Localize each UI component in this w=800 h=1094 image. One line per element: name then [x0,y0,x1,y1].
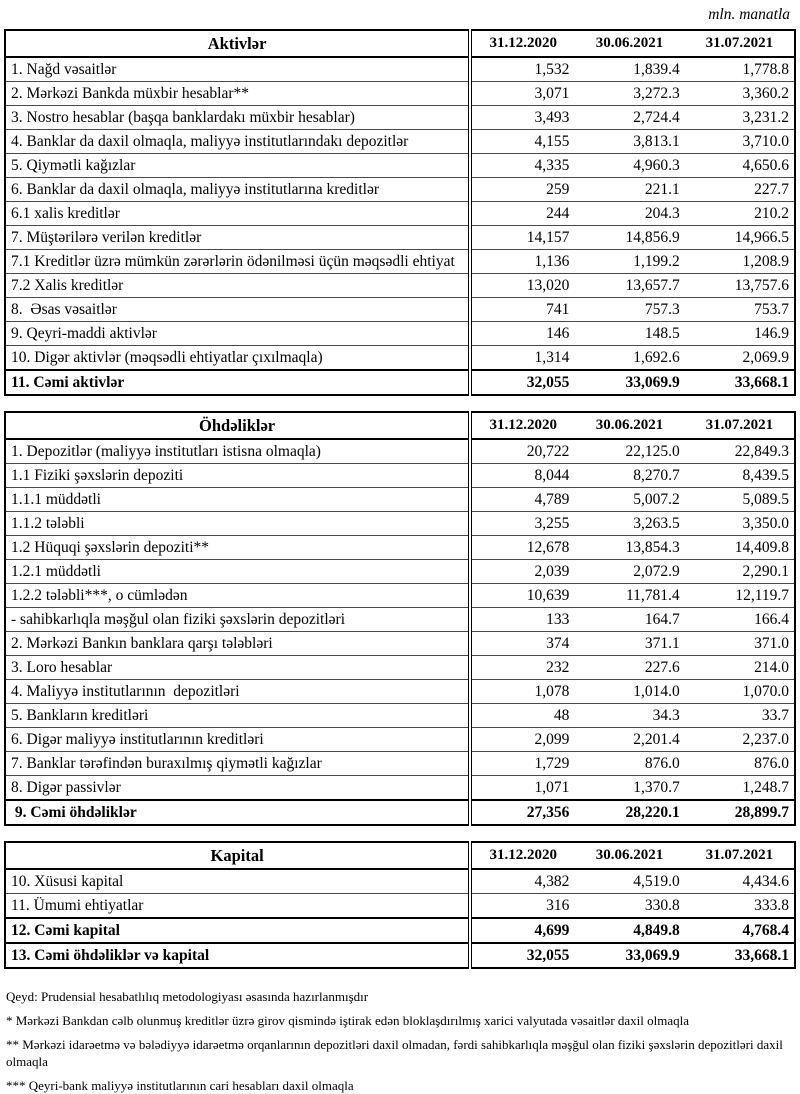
cell-value: 757.3 [574,298,684,322]
cell-value: 10,639 [470,584,574,608]
row-label: 3. Loro hesablar [5,656,470,680]
cell-value: 11,781.4 [574,584,684,608]
cell-value: 3,071 [470,82,574,106]
cell-value: 4,789 [470,488,574,512]
table-row [5,464,795,488]
table-row [5,202,795,226]
cell-value: 146 [470,322,574,346]
cell-value: 1,532 [534,60,570,78]
row-label: 6. Banklar da daxil olmaqla, maliyyə institutlarına kreditlər [5,178,470,202]
cell-value: 8,439.5 [685,464,795,488]
cell-value: 133 [470,608,574,632]
header-row [5,30,795,57]
cell-value: 13,757.6 [685,274,795,298]
cell-value: 3,360.2 [685,82,795,106]
cell-value: 244 [470,202,574,226]
cell-value: 13,657.7 [574,274,684,298]
cell-value: 371.1 [574,632,684,656]
balance-sheet-tables [4,29,796,969]
cell-value: 20,722 [526,442,570,460]
cell-value: 4,768.4 [685,918,795,943]
cell-value: 2,039 [470,560,574,584]
cell-value: 28,899.7 [685,800,795,825]
row-label: 8. Əsas vəsaitlər [5,298,470,322]
row-label: 5. Qiymətli kağızlar [5,154,470,178]
table-row [5,154,795,178]
row-label: 7. Müştərilərə verilən kreditlər [5,226,470,250]
table-row [5,346,795,371]
cell-value: 8,044 [470,464,574,488]
row-label: 1.2.2 tələbli***, o cümlədən [5,584,470,608]
cell-value: 12,119.7 [685,584,795,608]
cell-value: 3,350.0 [685,512,795,536]
cell-value: 4,960.3 [574,154,684,178]
cell-value: 33,069.9 [574,370,684,395]
table-row [5,370,795,395]
table-row [5,274,795,298]
cell-value: 1,071 [470,776,574,801]
table-row [5,322,795,346]
cell-value: 2,072.9 [574,560,684,584]
cell-value: 1,692.6 [574,346,684,371]
cell-value: 33,668.1 [685,943,795,968]
footnote: *** Qeyri-bank maliyyə institutlarının cari hesabları daxil olmaqla [6,1078,354,1093]
cell-value: 14,157 [470,226,574,250]
header-row [5,842,795,869]
row-label: 13. Cəmi öhdəliklər və kapital [5,943,470,968]
table-row [5,704,795,728]
cell-value: 753.7 [685,298,795,322]
cell-value: 4,699 [470,918,574,943]
table-kapital [4,841,796,969]
cell-value: 374 [470,632,574,656]
row-label: 8. Digər passivlər [5,776,470,801]
cell-value: 876.0 [685,752,795,776]
cell-value: 33,668.1 [685,370,795,395]
cell-value: 12,678 [470,536,574,560]
table-row [5,106,795,130]
column-header-date: 31.12.2020 [470,842,574,869]
table-row [5,226,795,250]
cell-value: 148.5 [574,322,684,346]
row-label: 1. Nağd vəsaitlər [5,57,470,82]
row-label: 2. Mərkəzi Bankın banklara qarşı tələbləri [5,632,470,656]
cell-value: 3,272.3 [574,82,684,106]
table-row [5,680,795,704]
cell-value: 1,070.0 [685,680,795,704]
cell-value: 14,966.5 [685,226,795,250]
cell-value: 204.3 [574,202,684,226]
column-header-date: 31.07.2021 [685,30,795,57]
cell-value: 876.0 [574,752,684,776]
table-row [5,82,795,106]
row-label: 3. Nostro hesablar (başqa banklardakı müxbir hesablar) [5,106,470,130]
cell-value: 232 [470,656,574,680]
row-label: 4. Banklar da daxil olmaqla, maliyyə institutlarındakı depozitlər [5,130,470,154]
cell-value: 27,356 [470,800,574,825]
cell-value: 316 [470,894,574,919]
cell-value: 146.9 [685,322,795,346]
column-header-date: 31.12.2020 [470,30,574,57]
header-row [5,412,795,439]
cell-value: 34.3 [574,704,684,728]
cell-value: 33,069.9 [574,943,684,968]
cell-value: 166.4 [685,608,795,632]
cell-value: 2,237.0 [685,728,795,752]
cell-value: 5,089.5 [685,488,795,512]
row-label: 9. Cəmi öhdəliklər [5,800,470,825]
unit-label: mln. manatla [708,6,790,23]
cell-value: 48 [470,704,574,728]
row-label: 1.1.1 müddətli [5,488,470,512]
table-row [5,869,795,894]
table-row [5,632,795,656]
cell-value: 8,270.7 [574,464,684,488]
column-header-date: 31.07.2021 [685,412,795,439]
cell-value: 330.8 [574,894,684,919]
cell-value: 3,231.2 [685,106,795,130]
cell-value: 33.7 [685,704,795,728]
table-row [5,752,795,776]
cell-value: 22,849.3 [734,442,789,460]
table-row [5,130,795,154]
column-header-date: 31.07.2021 [685,842,795,869]
cell-value: 1,370.7 [574,776,684,801]
cell-value: 4,849.8 [574,918,684,943]
cell-value: 214.0 [685,656,795,680]
table-row [5,918,795,943]
table-row [5,656,795,680]
row-label: 10. Digər aktivlər (məqsədli ehtiyatlar çıxılmaqla) [5,346,470,371]
table-row [5,943,795,968]
cell-value: 28,220.1 [574,800,684,825]
table-row [5,584,795,608]
table-row [5,536,795,560]
cell-value: 4,382 [534,872,570,890]
footnote: ** Mərkəzi idarəetmə və bələdiyyə idarəetmə orqanlarının depozitləri daxil olmadan, fərdi sahibkarlıqla məşğul olan fiziki şəxslərin depozitləri daxil olmaqla [6,1037,783,1069]
table-row [5,560,795,584]
cell-value: 32,055 [470,370,574,395]
cell-value: 2,201.4 [574,728,684,752]
column-header-date: 30.06.2021 [574,842,684,869]
row-label: 1.1 Fiziki şəxslərin depoziti [5,464,470,488]
cell-value: 1,136 [470,250,574,274]
cell-value: 3,710.0 [685,130,795,154]
cell-value: 14,856.9 [574,226,684,250]
table-row [5,178,795,202]
cell-value: 3,263.5 [574,512,684,536]
cell-value: 3,255 [470,512,574,536]
cell-value: 4,155 [470,130,574,154]
cell-value: 164.7 [574,608,684,632]
row-label: 11. Cəmi aktivlər [5,370,470,395]
table-row [5,488,795,512]
cell-value: 2,724.4 [574,106,684,130]
row-label: 7.1 Kreditlər üzrə mümkün zərərlərin ödənilməsi üçün məqsədli ehtiyat [5,250,470,274]
row-label: 1.1.2 tələbli [5,512,470,536]
cell-value: 1,778.8 [742,60,789,78]
row-label: 12. Cəmi kapital [5,918,470,943]
section-title: Aktivlər [5,30,470,57]
column-header-date: 30.06.2021 [574,30,684,57]
table-aktivler [4,29,796,396]
cell-value: 1,014.0 [574,680,684,704]
row-label: 6.1 xalis kreditlər [5,202,470,226]
column-header-date: 31.12.2020 [470,412,574,439]
table-row [5,728,795,752]
table-ohdelikler [4,411,796,826]
cell-value: 1,078 [470,680,574,704]
row-label: 6. Digər maliyyə institutlarının kreditləri [5,728,470,752]
cell-value: 14,409.8 [685,536,795,560]
cell-value: 210.2 [685,202,795,226]
cell-value: 2,099 [470,728,574,752]
row-label: - sahibkarlıqla məşğul olan fiziki şəxslərin depozitləri [5,608,470,632]
table-row [5,776,795,801]
row-label: 11. Ümumi ehtiyatlar [5,894,470,919]
cell-value: 1,729 [470,752,574,776]
cell-value: 227.7 [685,178,795,202]
row-label: 1.2.1 müddətli [5,560,470,584]
footnote: Qeyd: Prudensial hesabatlılıq metodologiyası əsasında hazırlanmışdır [6,989,369,1004]
cell-value: 4,335 [470,154,574,178]
cell-value: 2,069.9 [685,346,795,371]
table-row [5,439,795,464]
cell-value: 13,854.3 [574,536,684,560]
column-header-date: 30.06.2021 [574,412,684,439]
row-label: 1. Depozitlər (maliyyə institutları istisna olmaqla) [5,439,470,464]
cell-value: 4,434.6 [742,872,789,890]
cell-value: 741 [470,298,574,322]
cell-value: 371.0 [685,632,795,656]
cell-value: 1,839.4 [633,60,680,78]
cell-value: 2,290.1 [685,560,795,584]
row-label: 5. Bankların kreditləri [5,704,470,728]
table-row [5,512,795,536]
table-row [5,800,795,825]
cell-value: 5,007.2 [574,488,684,512]
table-row [5,298,795,322]
cell-value: 227.6 [574,656,684,680]
row-label: 10. Xüsusi kapital [5,869,470,894]
table-row [5,250,795,274]
row-label: 7.2 Xalis kreditlər [5,274,470,298]
row-label: 1.2 Hüquqi şəxslərin depoziti** [5,536,470,560]
section-title: Kapital [5,842,470,869]
section-title: Öhdəliklər [5,412,470,439]
cell-value: 1,208.9 [685,250,795,274]
footnote: * Mərkəzi Bankdan cəlb olunmuş kreditlər üzrə girov qismində iştirak edən bloklaşdırılmış xarici valyutada vəsaitlər daxil olmaqla [6,1013,690,1028]
table-row [5,57,795,82]
row-label: 4. Maliyyə institutlarının depozitləri [5,680,470,704]
cell-value: 3,493 [470,106,574,130]
footnotes [4,984,796,1094]
cell-value: 1,314 [470,346,574,371]
cell-value: 13,020 [470,274,574,298]
cell-value: 1,248.7 [685,776,795,801]
cell-value: 22,125.0 [625,442,680,460]
row-label: 7. Banklar tərəfindən buraxılmış qiymətli kağızlar [5,752,470,776]
cell-value: 1,199.2 [574,250,684,274]
row-label: 2. Mərkəzi Bankda müxbir hesablar** [5,82,470,106]
cell-value: 259 [470,178,574,202]
row-label: 9. Qeyri-maddi aktivlər [5,322,470,346]
table-row [5,608,795,632]
cell-value: 333.8 [685,894,795,919]
cell-value: 4,519.0 [633,872,680,890]
cell-value: 3,813.1 [574,130,684,154]
cell-value: 32,055 [470,943,574,968]
table-row [5,894,795,919]
cell-value: 4,650.6 [685,154,795,178]
cell-value: 221.1 [574,178,684,202]
